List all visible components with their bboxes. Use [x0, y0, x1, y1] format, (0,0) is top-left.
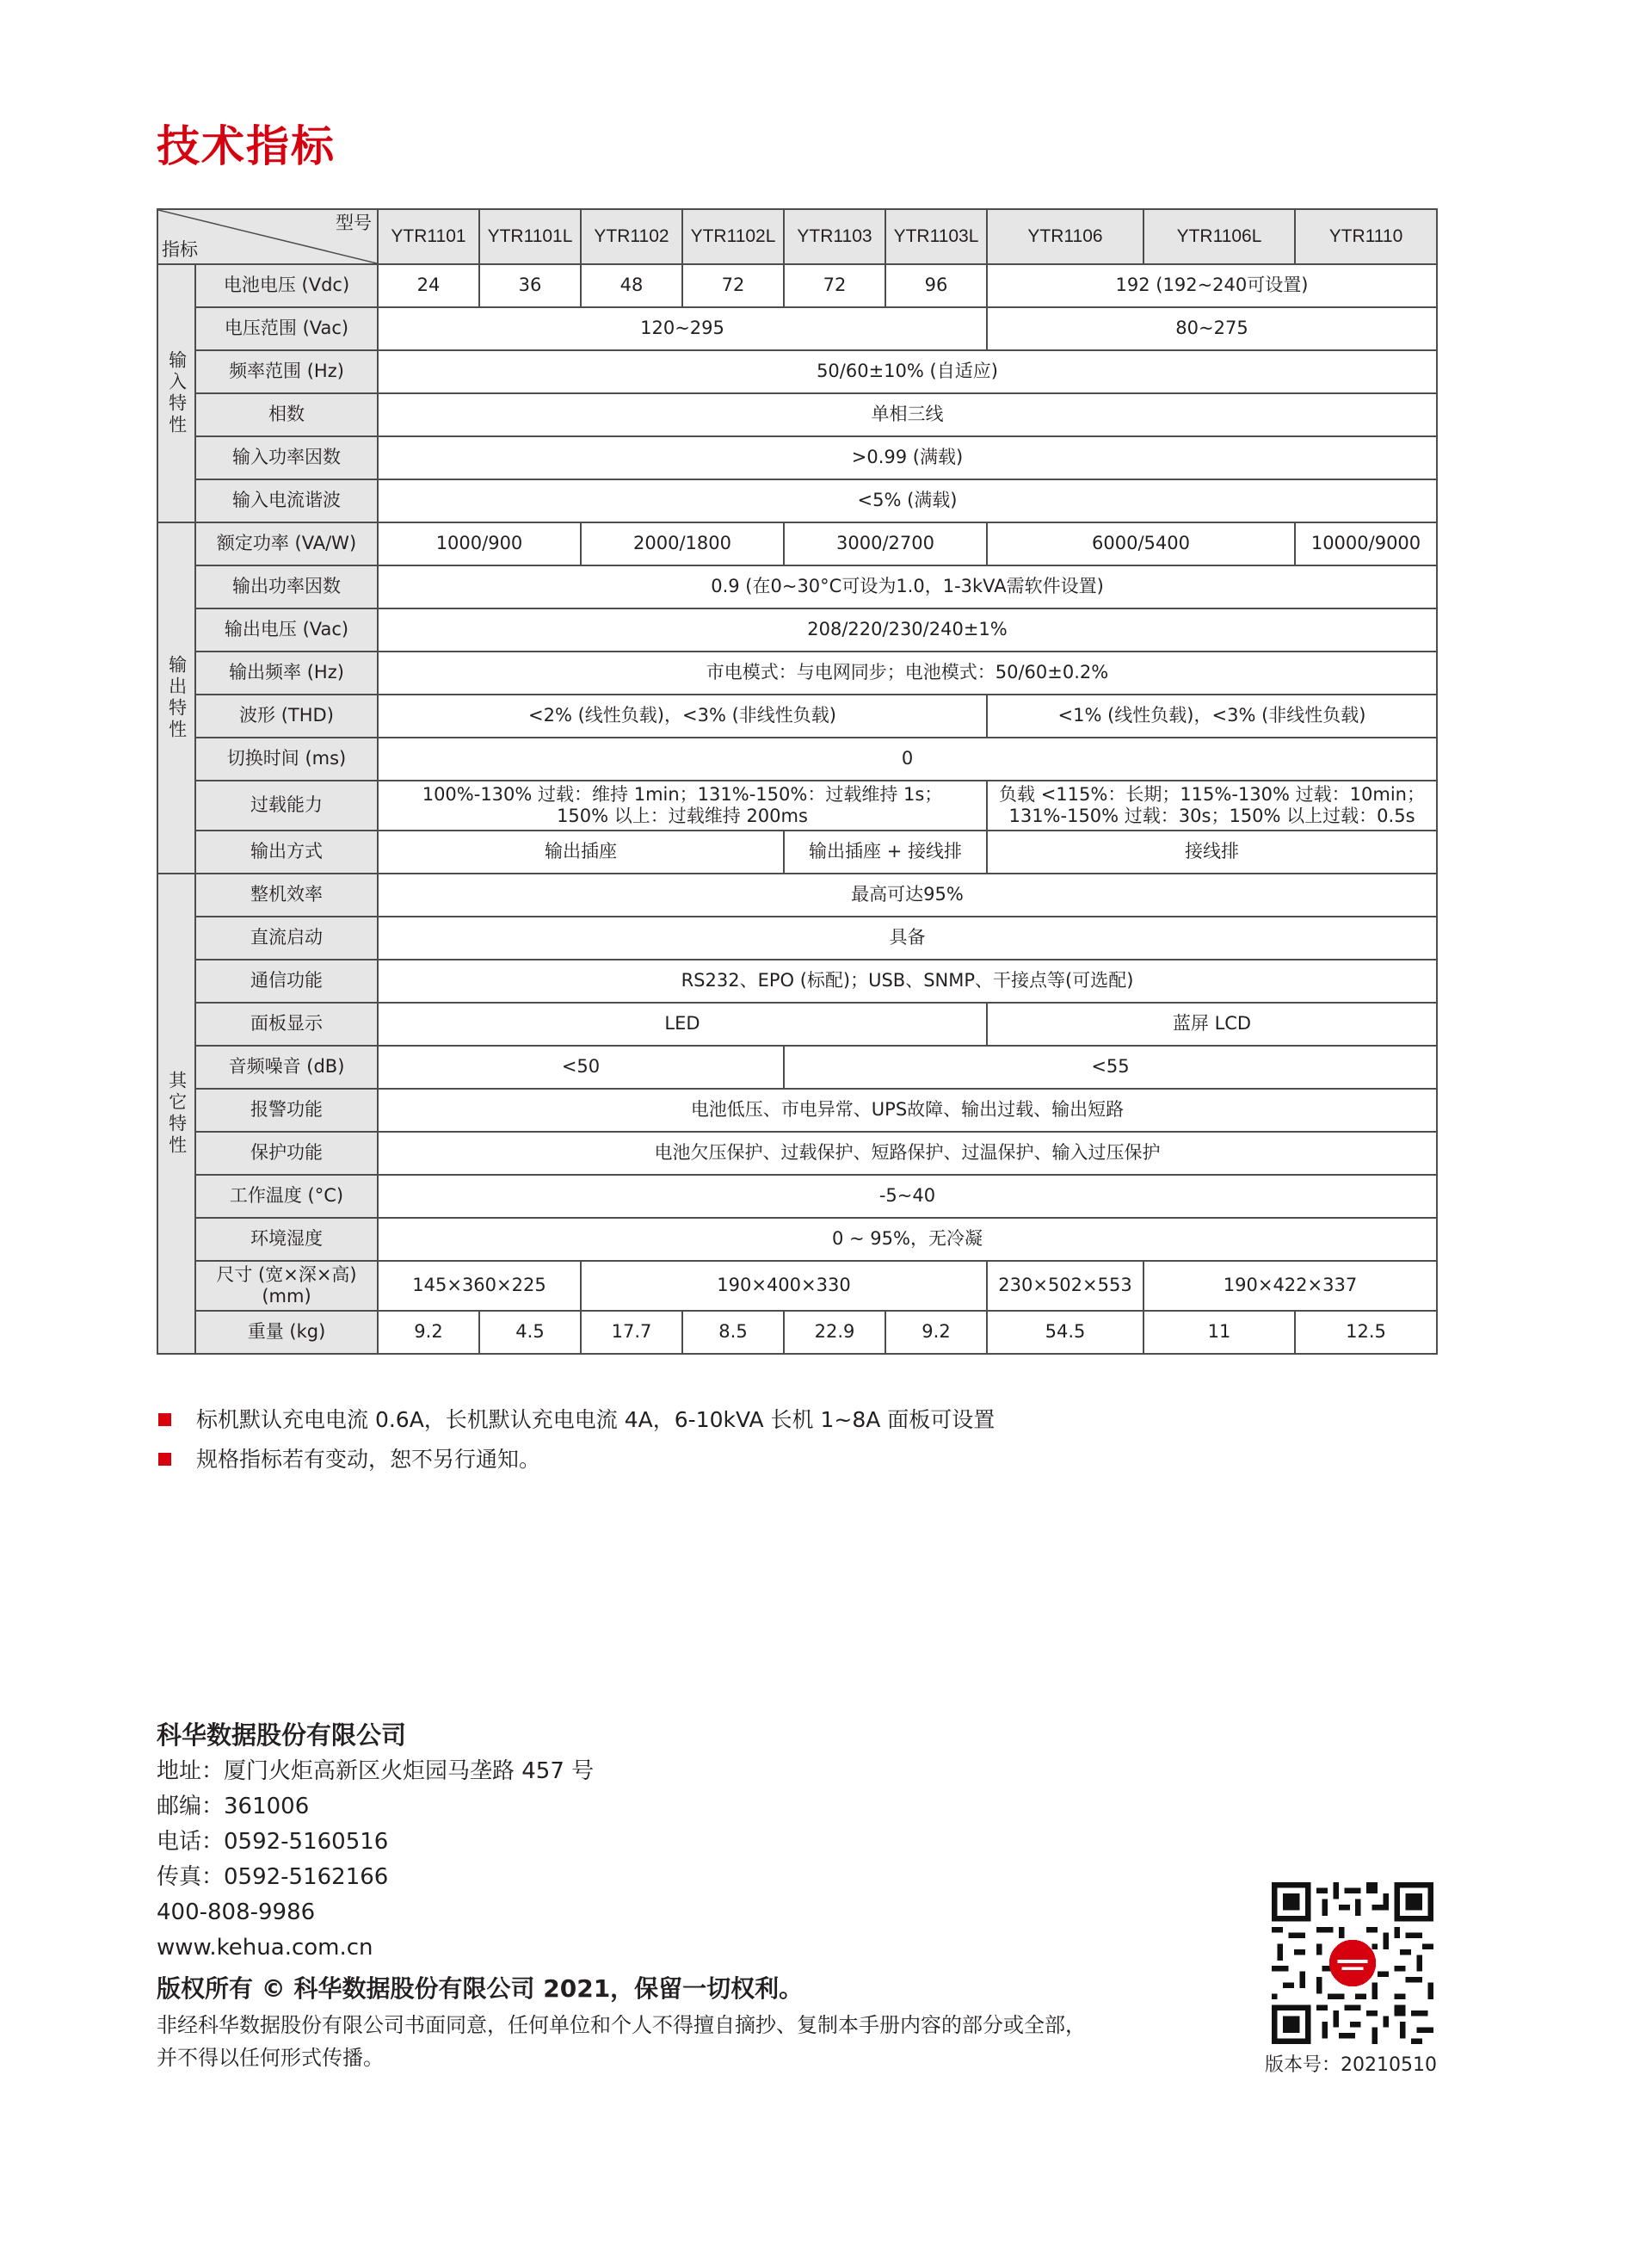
cell: 11	[1143, 1311, 1295, 1354]
table-row	[157, 565, 1437, 608]
table-row	[157, 1003, 1437, 1046]
row-label	[195, 1261, 378, 1311]
table-row	[157, 874, 1437, 917]
cell: 230×502×553	[987, 1261, 1143, 1311]
cell: 0.9 (在0~30°C可设为1.0，1-3kVA需软件设置)	[378, 565, 1437, 608]
cell: 54.5	[987, 1311, 1143, 1354]
table-row	[157, 1046, 1437, 1089]
table-row	[157, 436, 1437, 479]
cell: 4.5	[479, 1311, 581, 1354]
note-text: 标机默认充电电流 0.6A，长机默认充电电流 4A，6-10kVA 长机 1~8A 面板可设置	[196, 1407, 996, 1432]
row-label-line: (mm)	[262, 1286, 311, 1306]
row-label: 过载能力	[195, 781, 378, 831]
company-name: 科华数据股份有限公司	[157, 1720, 407, 1750]
cell: 蓝屏 LCD	[987, 1003, 1437, 1046]
cell: 17.7	[581, 1311, 682, 1354]
table-row	[157, 1311, 1437, 1354]
table-row	[157, 1132, 1437, 1175]
cell-line: 负载 <115%：长期；115%-130% 过载：10min；	[999, 783, 1425, 805]
note-item	[157, 1400, 995, 1440]
group-input: 输入特性	[157, 264, 195, 522]
table-row	[157, 393, 1437, 436]
cell: 12.5	[1295, 1311, 1437, 1354]
cell: 0	[378, 738, 1437, 781]
row-label: 报警功能	[195, 1089, 378, 1132]
row-label: 电池电压 (Vdc)	[195, 264, 378, 307]
cell: 电池低压、市电异常、UPS故障、输出过载、输出短路	[378, 1089, 1437, 1132]
row-label: 波形 (THD)	[195, 695, 378, 738]
cell	[987, 781, 1437, 831]
table-row	[157, 652, 1437, 695]
disclaimer: 并不得以任何形式传播。	[157, 2046, 384, 2070]
phone: 电话：0592-5160516	[157, 1829, 389, 1855]
cell: 72	[784, 264, 885, 307]
cell: 接线排	[987, 831, 1437, 874]
cell: <55	[784, 1046, 1437, 1089]
cell: 8.5	[682, 1311, 784, 1354]
row-label: 重量 (kg)	[195, 1311, 378, 1354]
cell: 1000/900	[378, 522, 581, 565]
cell: 48	[581, 264, 682, 307]
row-label: 输入功率因数	[195, 436, 378, 479]
group-output: 输出特性	[157, 522, 195, 874]
cell: 36	[479, 264, 581, 307]
cell: <2% (线性负载)，<3% (非线性负载)	[378, 695, 987, 738]
cell: 190×422×337	[1143, 1261, 1437, 1311]
cell: 0 ~ 95%，无冷凝	[378, 1218, 1437, 1261]
cell: 145×360×225	[378, 1261, 581, 1311]
address: 地址：厦门火炬高新区火炬园马垄路 457 号	[157, 1758, 595, 1784]
cell: 具备	[378, 917, 1437, 960]
disclaimer: 非经科华数据股份有限公司书面同意，任何单位和个人不得擅自摘抄、复制本手册内容的部分或全部，	[157, 2013, 1086, 2037]
table-row	[157, 831, 1437, 874]
note-text: 规格指标若有变动，恕不另行通知。	[196, 1447, 541, 1472]
cell: 96	[885, 264, 987, 307]
cell-line: 100%-130% 过载：维持 1min；131%-150%：过载维持 1s；	[422, 783, 943, 805]
table-row	[157, 738, 1437, 781]
notes	[157, 1400, 995, 1479]
cell-line: 150% 以上：过载维持 200ms	[557, 806, 808, 826]
table-row	[157, 1261, 1437, 1311]
cell: 6000/5400	[987, 522, 1295, 565]
cell: 24	[378, 264, 479, 307]
cell: 输出插座	[378, 831, 784, 874]
model-header: YTR1103	[784, 209, 885, 264]
table-row	[157, 1089, 1437, 1132]
row-label: 相数	[195, 393, 378, 436]
table-row	[157, 350, 1437, 393]
postcode: 邮编：361006	[157, 1794, 310, 1819]
cell: LED	[378, 1003, 987, 1046]
row-label: 输出方式	[195, 831, 378, 874]
cell: <1% (线性负载)，<3% (非线性负载)	[987, 695, 1437, 738]
model-header: YTR1102L	[682, 209, 784, 264]
cell: 190×400×330	[581, 1261, 987, 1311]
table-row	[157, 608, 1437, 652]
row-label: 环境湿度	[195, 1218, 378, 1261]
model-header: YTR1103L	[885, 209, 987, 264]
table-row	[157, 1175, 1437, 1218]
model-header: YTR1102	[581, 209, 682, 264]
row-label: 整机效率	[195, 874, 378, 917]
table-row	[157, 522, 1437, 565]
row-label: 额定功率 (VA/W)	[195, 522, 378, 565]
cell: 3000/2700	[784, 522, 987, 565]
note-item	[157, 1440, 995, 1479]
table-row	[157, 960, 1437, 1003]
row-label: 电压范围 (Vac)	[195, 307, 378, 350]
table-row	[157, 307, 1437, 350]
cell: >0.99 (满载)	[378, 436, 1437, 479]
row-label-line: 尺寸 (宽×深×高)	[216, 1263, 357, 1285]
header-row	[157, 209, 1437, 264]
model-header: YTR1101L	[479, 209, 581, 264]
cell: 最高可达95%	[378, 874, 1437, 917]
model-header: YTR1101	[378, 209, 479, 264]
row-label: 保护功能	[195, 1132, 378, 1175]
table-row	[157, 695, 1437, 738]
cell: 120~295	[378, 307, 987, 350]
table-row	[157, 781, 1437, 831]
cell-line: 131%-150% 过载：30s；150% 以上过载：0.5s	[1008, 806, 1415, 826]
cell: 80~275	[987, 307, 1437, 350]
corner-spec-label: 指标	[162, 238, 198, 260]
row-label: 直流启动	[195, 917, 378, 960]
copyright: 版权所有 © 科华数据股份有限公司 2021，保留一切权利。	[157, 1974, 804, 2003]
table-row	[157, 1218, 1437, 1261]
cell: 72	[682, 264, 784, 307]
footer	[157, 1716, 1086, 2074]
website-link[interactable]: www.kehua.com.cn	[157, 1935, 373, 1961]
cell: 市电模式：与电网同步；电池模式：50/60±0.2%	[378, 652, 1437, 695]
cell	[378, 781, 987, 831]
hotline: 400-808-9986	[157, 1899, 316, 1925]
cell: 192 (192~240可设置)	[987, 264, 1437, 307]
row-label: 面板显示	[195, 1003, 378, 1046]
header-corner	[157, 209, 378, 264]
spec-table	[157, 208, 1438, 1355]
model-header: YTR1106	[987, 209, 1143, 264]
table-row	[157, 917, 1437, 960]
table-row	[157, 264, 1437, 307]
row-label: 音频噪音 (dB)	[195, 1046, 378, 1089]
row-label: 工作温度 (°C)	[195, 1175, 378, 1218]
cell: 22.9	[784, 1311, 885, 1354]
cell: 9.2	[378, 1311, 479, 1354]
cell: 50/60±10% (自适应)	[378, 350, 1437, 393]
cell: 208/220/230/240±1%	[378, 608, 1437, 652]
fax: 传真：0592-5162166	[157, 1864, 389, 1890]
group-other: 其它特性	[157, 874, 195, 1354]
table-row	[157, 479, 1437, 522]
cell: RS232、EPO (标配)；USB、SNMP、干接点等(可选配)	[378, 960, 1437, 1003]
cell: 9.2	[885, 1311, 987, 1354]
cell: 单相三线	[378, 393, 1437, 436]
cell: -5~40	[378, 1175, 1437, 1218]
row-label: 输出功率因数	[195, 565, 378, 608]
cell: 输出插座 + 接线排	[784, 831, 987, 874]
version-number: 版本号：20210510	[1265, 2054, 1437, 2076]
cell: 2000/1800	[581, 522, 784, 565]
row-label: 输出频率 (Hz)	[195, 652, 378, 695]
model-header: YTR1110	[1295, 209, 1437, 264]
red-square-icon	[158, 1413, 171, 1426]
cell: <50	[378, 1046, 784, 1089]
row-label: 频率范围 (Hz)	[195, 350, 378, 393]
cell: <5% (满载)	[378, 479, 1437, 522]
qr-code-icon	[1272, 1882, 1433, 2044]
corner-model-label: 型号	[336, 213, 372, 233]
row-label: 输入电流谐波	[195, 479, 378, 522]
red-square-icon	[158, 1453, 171, 1466]
row-label: 通信功能	[195, 960, 378, 1003]
row-label: 输出电压 (Vac)	[195, 608, 378, 652]
cell: 电池欠压保护、过载保护、短路保护、过温保护、输入过压保护	[378, 1132, 1437, 1175]
row-label: 切换时间 (ms)	[195, 738, 378, 781]
page-title: 技术指标	[157, 121, 336, 171]
model-header: YTR1106L	[1143, 209, 1295, 264]
cell: 10000/9000	[1295, 522, 1437, 565]
